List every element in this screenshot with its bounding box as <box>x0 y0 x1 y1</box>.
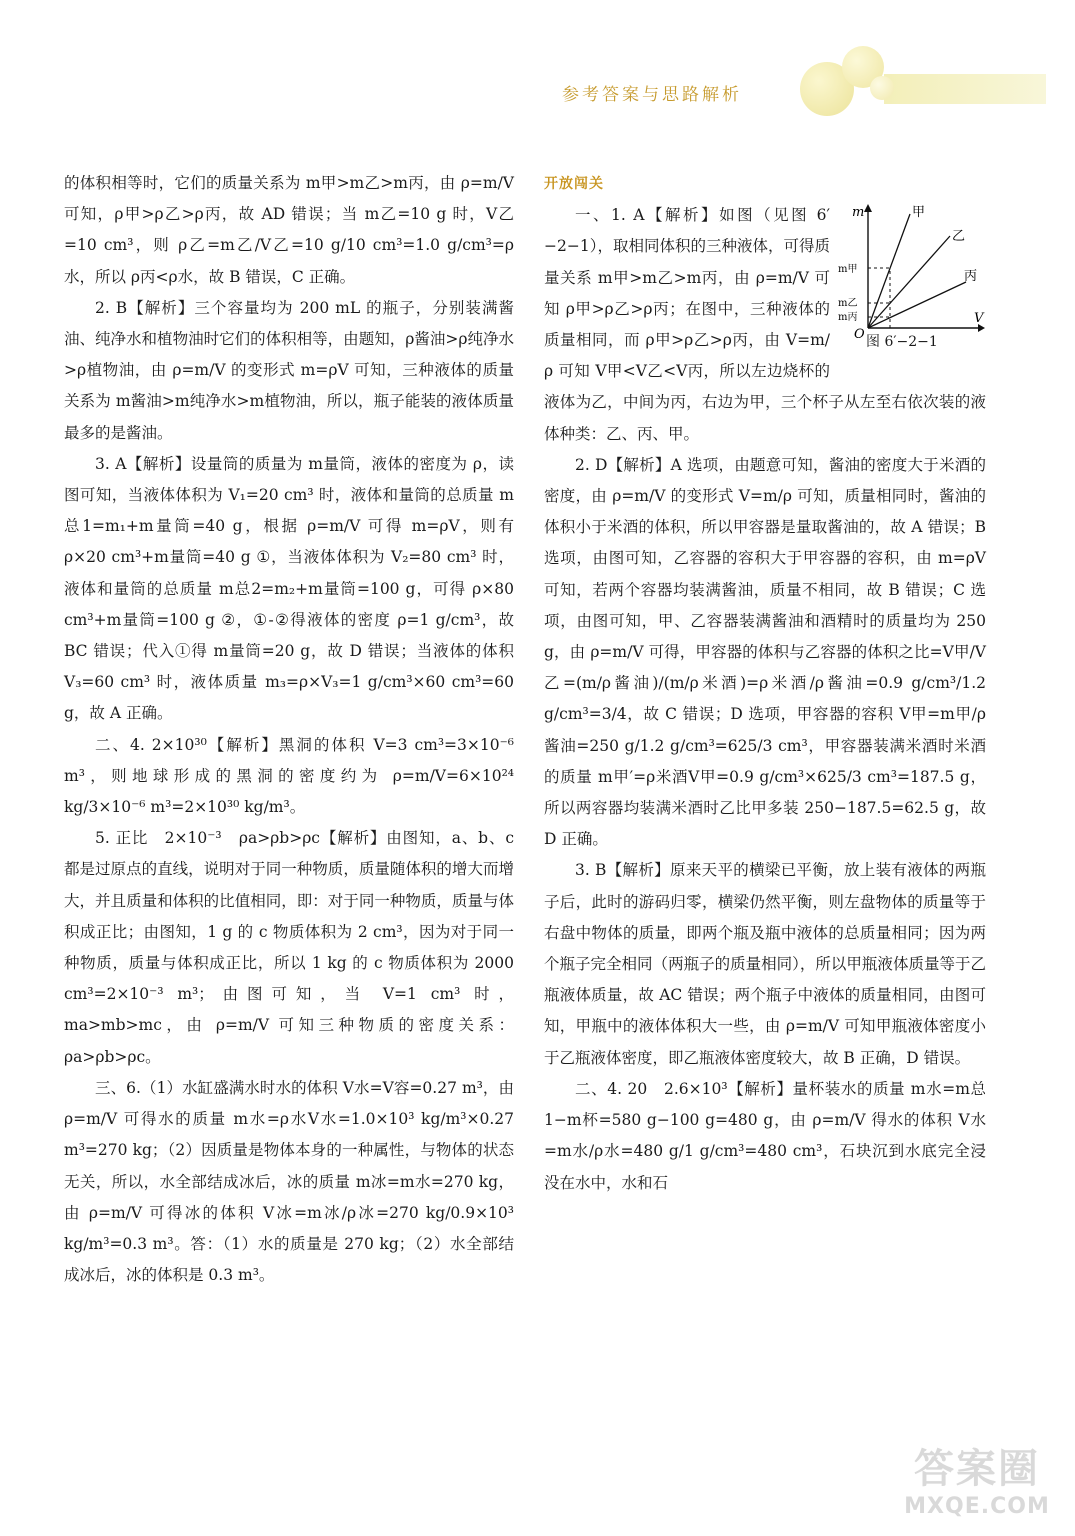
watermark-domain: MXQE.COM <box>904 1494 1050 1519</box>
origin-label: O <box>854 327 865 339</box>
axis-label-m: m <box>852 205 865 221</box>
label-yi: 乙 <box>952 229 966 245</box>
paragraph: 3. B【解析】原来天平的横梁已平衡，放上装有液体的两瓶子后，此时的游码归零，横梁仍然平衡，则左盘物体的质量等于右盘中物体的质量，即两个瓶及瓶中液体的总质量相同；因为两个瓶子完全相同（两瓶子的质量相同），所以甲瓶液体质量等于乙瓶液体质量，故 AC 错误；两个瓶子中液体的质量相同，由图可知，甲瓶中的液体体积大一些，由 ρ=m/V 可知甲瓶液体密度小于乙瓶液体密度，即乙瓶液体密度较大，故 B 正确，D 错误。 <box>544 861 986 1067</box>
graph-svg <box>838 200 986 338</box>
paragraph: 2. D【解析】A 选项，由题意可知，酱油的密度大于米酒的密度，由 ρ=m/V 的变形式 V=m/ρ 可知，质量相同时，酱油的体积小于米酒的体积，所以甲容器是量取酱油的，故 A 错误；B 选项，由图可知，乙容器的容积大于甲容器的容积，由 m=ρV 可知，若两个容器均装满酱油，质量不相同，故 B 错误；C 选项，由图可知，甲、乙容器装满酱油和酒精时的质量均为 250 g，由 ρ=m/V 可得，甲容器的体积与乙容器的体积之比=V甲/V乙=(m/ρ酱油)/(m/ρ米酒)=ρ米酒/ρ酱油=0.9 g/cm³/1.2 g/cm³=3/4，故 C 错误；D 选项，甲容器的容积 V甲=m甲/ρ酱油=250 g/1.2 g/cm³=625/3 cm³，甲容器装满米酒时米酒的质量 m甲′=ρ米酒V甲=0.9 g/cm³×625/3 cm³=187.5 g，所以两容器均装满米酒时乙比甲多装 250−187.5=62.5 g，故 D 正确。 <box>544 455 986 849</box>
tick-m-yi: m乙 <box>838 298 858 310</box>
tick-m-jia: m甲 <box>838 264 858 276</box>
left-column <box>64 168 514 1291</box>
page-header-title: 参考答案与思路解析 <box>562 85 742 105</box>
section-title <box>544 168 986 200</box>
figure-mass-volume-graph <box>838 200 986 358</box>
watermark-text: 答案圈 <box>914 1446 1040 1492</box>
label-jia: 甲 <box>912 205 926 221</box>
paragraph: 2. B【解析】三个容量均为 200 mL 的瓶子，分别装满酱油、纯净水和植物油时它们的体积相等，由题知，ρ酱油>ρ纯净水>ρ植物油，由 ρ=m/V 的变形式 m=ρV 可知，三种液体的质量关系为 m酱油>m纯净水>m植物油，所以，瓶子能装的液体质量最多的是酱油。 <box>64 298 514 442</box>
paragraph: 一、1. A【解析】如图（见图 6′−2−1），取相同体积的三种液体，可得质量关系 m甲>m乙>m丙，由 ρ=m/V 可知 ρ甲>ρ乙>ρ丙；在图中，三种液体的质量相同，而 ρ甲>ρ乙>ρ丙，由 V=m/ρ 可知 V甲<V乙<V丙，所以左边烧杯的液体为乙，中间为丙，右边为甲，三个杯子从左至右依次装的液体种类：乙、丙、甲。 <box>544 206 986 443</box>
decorative-bubble <box>870 76 894 100</box>
paragraph: 的体积相等时，它们的质量关系为 m甲>m乙>m丙，由 ρ=m/V 可知，ρ甲>ρ乙>ρ丙，故 AD 错误；当 m乙=10 g 时，V乙=10 cm³，则 ρ乙=m乙/V乙=10 g/10 cm³=1.0 g/cm³=ρ水，所以 ρ丙<ρ水，故 B 错误，C 正确。 <box>64 174 514 286</box>
figure-caption: 图 6′−2−1 <box>866 334 938 350</box>
watermark-logo <box>902 1444 1052 1526</box>
axis-label-v: V <box>974 311 984 327</box>
paragraph: 二、4. 2×10³⁰【解析】黑洞的体积 V=3 cm³=3×10⁻⁶ m³，则地球形成的黑洞的密度约为 ρ=m/V=6×10²⁴ kg/3×10⁻⁶ m³=2×10³⁰ kg/m³。 <box>64 735 514 817</box>
paragraph: 二、4. 20 2.6×10³【解析】量杯装水的质量 m水=m总1−m杯=580 g−100 g=480 g，由 ρ=m/V 得水的体积 V水=m水/ρ水=480 g/1 g/cm³=480 cm³，石块沉到水底完全浸没在水中，水和石 <box>544 1079 986 1192</box>
paragraph: 3. A【解析】设量筒的质量为 m量筒，液体的密度为 ρ，读图可知，当液体体积为 V₁=20 cm³ 时，液体和量筒的总质量 m总1=m₁+m量筒=40 g，根据 ρ=m/V 可得 m=ρV，则有 ρ×20 cm³+m量筒=40 g ①，当液体体积为 V₂=80 cm³ 时，液体和量筒的总质量 m总2=m₂+m量筒=100 g，可得 ρ×80 cm³+m量筒=100 g ②，①-②得液体的密度 ρ=1 g/cm³，故 BC 错误；代入①得 m量筒=20 g，故 D 错误；当液体的体积 V₃=60 cm³ 时，液体质量 m₃=ρ×V₃=1 g/cm³×60 cm³=60 g，故 A 正确。 <box>64 454 514 723</box>
section-title-text: 开放闯关 <box>544 176 604 192</box>
right-column <box>544 168 986 1199</box>
tick-m-bing: m丙 <box>838 312 858 324</box>
paragraph: 三、6.（1）水缸盛满水时水的体积 V水=V容=0.27 m³，由 ρ=m/V 可得水的质量 m水=ρ水V水=1.0×10³ kg/m³×0.27 m³=270 kg；（2）因质量是物体本身的一种属性，与物体的状态无关，所以，水全部结成冰后，冰的质量 m冰=m水=270 kg，由 ρ=m/V 可得冰的体积 V冰=m冰/ρ冰=270 kg/0.9×10³ kg/m³=0.3 m³。答：（1）水的质量是 270 kg；（2）水全部结成冰后，冰的体积是 0.3 m³。 <box>64 1078 514 1285</box>
paragraph: 5. 正比 2×10⁻³ ρa>ρb>ρc【解析】由图知，a、b、c 都是过原点的直线，说明对于同一种物质，质量随体积的增大而增大，并且质量和体积的比值相同，即：对于同一种物质，质量与体积成正比；由图知，1 g 的 c 物质体积为 2 cm³，因为对于同一种物质，质量与体积成正比，所以 1 kg 的 c 物质体积为 2000 cm³=2×10⁻³ m³；由图可知，当 V=1 cm³ 时，ma>mb>mc，由 ρ=m/V 可知三种物质的密度关系：ρa>ρb>ρc。 <box>64 829 514 1066</box>
m-axis-arrow <box>864 204 872 212</box>
label-bing: 丙 <box>964 269 978 285</box>
header-band <box>884 74 1046 104</box>
line-yi <box>868 236 950 328</box>
